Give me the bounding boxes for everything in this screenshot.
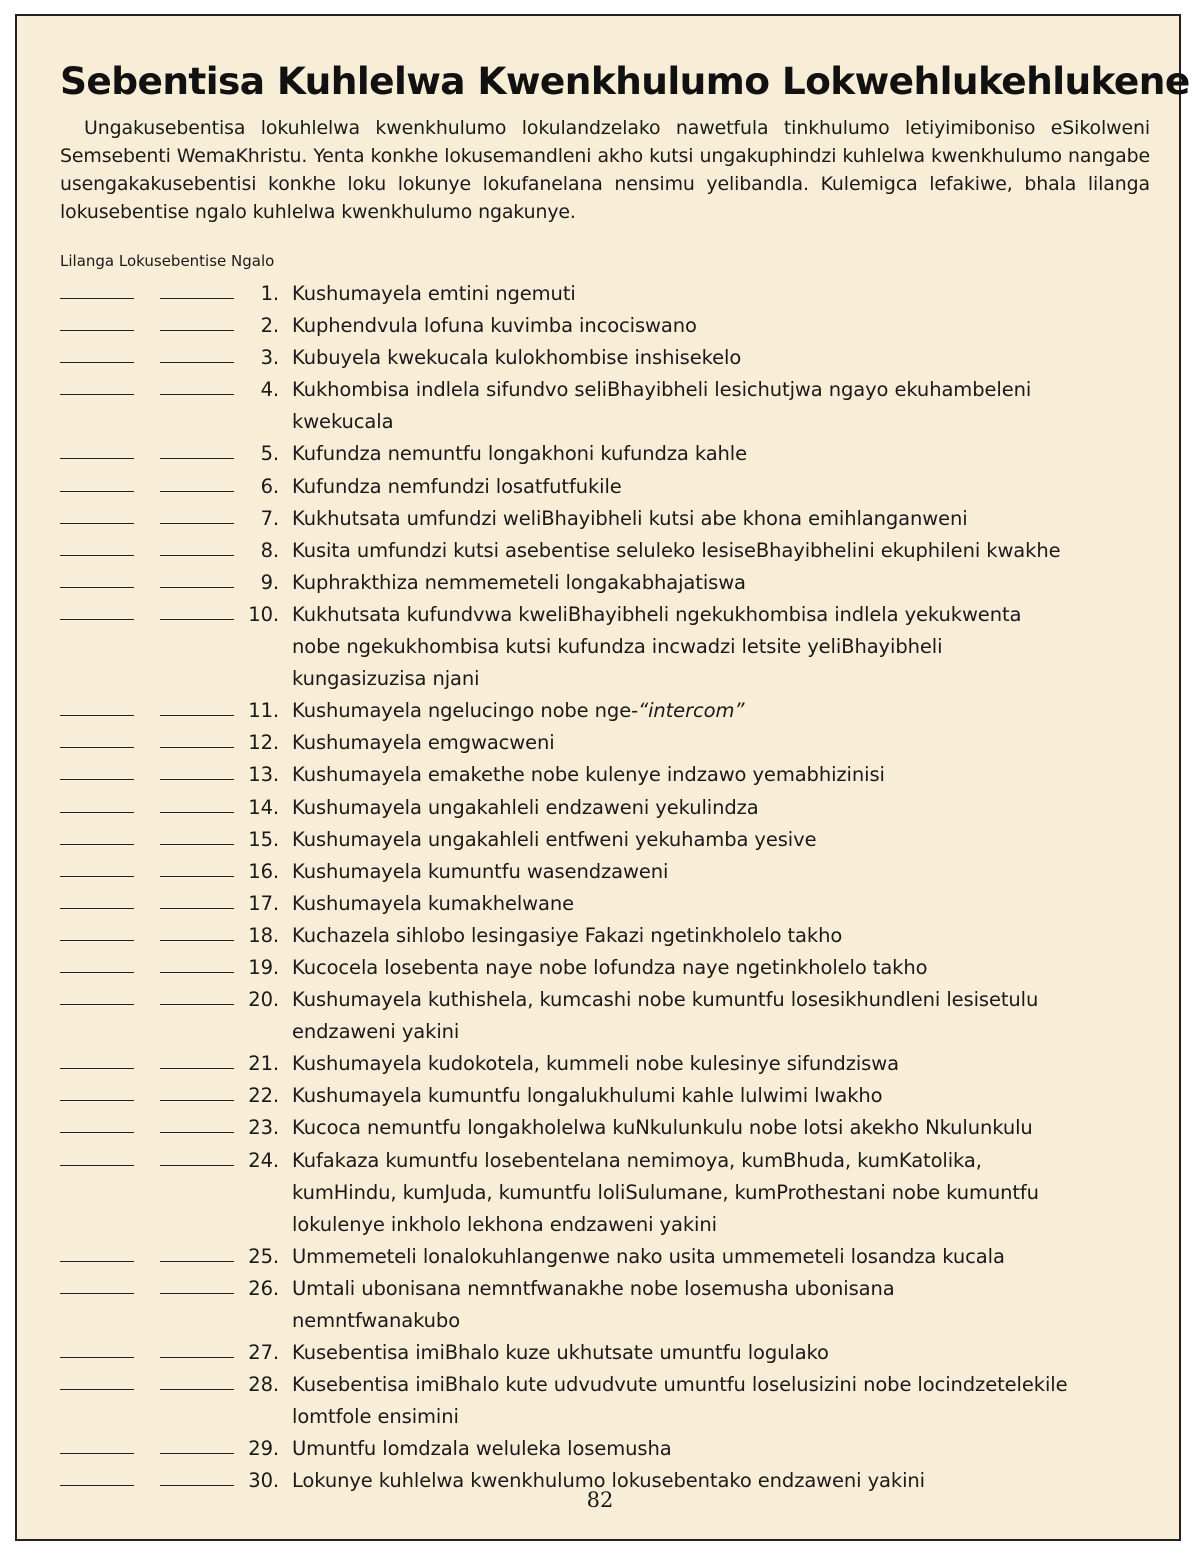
item-text: Kufundza nemuntfu longakhoni kufundza kahle [292, 442, 748, 466]
item-number: 12. [248, 731, 279, 755]
date-blank-1[interactable] [60, 922, 134, 941]
item-number: 29. [248, 1437, 279, 1461]
spacer [160, 408, 234, 426]
item-number: 1. [260, 282, 279, 305]
item-number: 17. [248, 891, 279, 915]
item-text: endzaweni yakini [292, 1020, 460, 1044]
item-text: Kufakaza kumuntfu losebentelana nemimoya, kumBhuda, kumKatolika, [292, 1148, 982, 1172]
spacer [160, 1211, 234, 1229]
date-blank-2[interactable] [160, 601, 234, 620]
list-item [60, 697, 1150, 726]
spacer [160, 633, 234, 651]
date-blank-2[interactable] [160, 922, 234, 941]
item-text: Kukhombisa indlela sifundvo seliBhayibheli lesichutjwa ngayo ekuhambeleni [292, 378, 1032, 402]
list-item [60, 376, 1150, 405]
list-item [60, 1339, 1150, 1368]
item-number: 10. [248, 602, 279, 626]
item-number: 11. [248, 699, 279, 723]
date-blank-1[interactable] [60, 1147, 134, 1166]
list-item-continuation [60, 1403, 1150, 1432]
date-blank-2[interactable] [160, 1467, 234, 1486]
item-text: nobe ngekukhombisa kutsi kufundza incwadzi letsite yeliBhayibheli [292, 635, 943, 659]
item-number: 16. [248, 859, 279, 883]
item-number: 24. [248, 1148, 279, 1172]
item-text: Kushumayela kuthishela, kumcashi nobe kumuntfu losesikhundleni lesisetulu [292, 988, 1039, 1012]
list-item [60, 1275, 1150, 1304]
date-blank-2[interactable] [160, 505, 234, 524]
date-blank-1[interactable] [60, 473, 134, 492]
list-item [60, 890, 1150, 919]
date-blank-2[interactable] [160, 1147, 234, 1166]
date-blank-1[interactable] [60, 697, 134, 716]
list-item [60, 505, 1150, 534]
item-number: 25. [248, 1244, 279, 1268]
spacer [60, 633, 134, 651]
list-item [60, 922, 1150, 951]
item-text: lokulenye inkholo lekhona endzaweni yakini [292, 1212, 717, 1236]
item-text: Kushumayela emakethe nobe kulenye indzawo yemabhizinisi [292, 763, 885, 787]
date-blank-1[interactable] [60, 858, 134, 877]
item-number: 28. [248, 1373, 279, 1397]
date-blank-2[interactable] [160, 986, 234, 1005]
date-blank-2[interactable] [160, 954, 234, 973]
spacer [160, 1307, 234, 1325]
date-blank-2[interactable] [160, 858, 234, 877]
item-number: 7. [260, 506, 279, 530]
list-item [60, 569, 1150, 598]
list-item [60, 761, 1150, 790]
date-blank-1[interactable] [60, 344, 134, 363]
list-item-continuation [60, 1307, 1150, 1336]
date-blank-1[interactable] [60, 1339, 134, 1358]
list-item [60, 1147, 1150, 1176]
item-text: nemntfwanakubo [292, 1309, 461, 1332]
list-item-continuation [60, 1211, 1150, 1240]
spacer [60, 1179, 134, 1197]
item-text: Kushumayela emgwacweni [292, 731, 555, 755]
spacer [160, 1179, 234, 1197]
list-item-continuation [60, 1018, 1150, 1047]
date-blank-1[interactable] [60, 1275, 134, 1294]
list-item [60, 794, 1150, 823]
spacer [160, 1018, 234, 1036]
item-number [234, 665, 292, 694]
intro-paragraph: Ungakusebentisa lokuhlelwa kwenkhulumo lokulandzelako nawetfula tinkhulumo letiyimiboniso eSikolweni Semsebenti WemaKhristu. Yenta konkhe lokusemandleni akho kutsi ungakuphindzi kuhlelwa kwenkhulumo nangabe usengakakusebentisi konkhe loku lokunye lokufanelana nensimu yelibandla. Kulemigca lefakiwe, bhala lilanga lokusebentise ngalo kuhlelwa kwenkhulumo ngakunye. [60, 117, 1150, 223]
date-blank-1[interactable] [60, 569, 134, 588]
item-number: 22. [248, 1084, 279, 1108]
item-number: 9. [260, 570, 279, 594]
item-number: 8. [260, 538, 279, 562]
date-blank-1[interactable] [60, 1082, 134, 1101]
item-number [234, 408, 292, 437]
presentation-list [60, 280, 1150, 1496]
date-blank-1[interactable] [60, 954, 134, 973]
list-item [60, 1435, 1150, 1464]
page-title: Sebentisa Kuhlelwa Kwenkhulumo Lokwehlukehlukene [60, 59, 1190, 103]
date-blank-2[interactable] [160, 312, 234, 331]
date-column-label: Lilanga Lokusebentise Ngalo [60, 252, 275, 270]
list-item-continuation [60, 408, 1150, 437]
list-item [60, 537, 1150, 566]
item-text: Kusebentisa imiBhalo kute udvudvute umuntfu loselusizini nobe locindzetelekile [292, 1373, 1068, 1397]
item-number: 23. [248, 1116, 279, 1140]
item-text: lomtfole ensimini [292, 1405, 459, 1429]
item-number: 20. [248, 988, 279, 1012]
item-text: Ummemeteli lonalokuhlangenwe nako usita ummemeteli losandza kucala [292, 1244, 1005, 1268]
item-text: Kuphendvula lofuna kuvimba incociswano [292, 314, 697, 338]
date-blank-1[interactable] [60, 1114, 134, 1133]
item-number [234, 633, 292, 662]
item-text: Kucocela losebenta naye nobe lofundza naye ngetinkholelo takho [292, 955, 928, 979]
list-item [60, 473, 1150, 502]
date-blank-1[interactable] [60, 440, 134, 459]
item-text: Kushumayela kumuntfu longalukhulumi kahle lulwimi lwakho [292, 1084, 883, 1108]
list-item-continuation [60, 633, 1150, 662]
item-text: Kubuyela kwekucala kulokhombise inshisekelo [292, 346, 742, 370]
list-item [60, 280, 1150, 309]
item-text: Kukhutsata umfundzi weliBhayibheli kutsi abe khona emihlanganweni [292, 506, 968, 530]
date-blank-2[interactable] [160, 280, 234, 299]
item-text: kumHindu, kumJuda, kumuntfu loliSulumane, kumProthestani nobe kumuntfu [292, 1180, 1039, 1204]
date-blank-2[interactable] [160, 890, 234, 909]
list-item-continuation [60, 1179, 1150, 1208]
date-blank-2[interactable] [160, 1371, 234, 1390]
date-blank-1[interactable] [60, 1243, 134, 1262]
italic-term: “intercom” [638, 699, 745, 723]
item-number: 27. [248, 1341, 279, 1365]
worksheet-content [60, 16, 1190, 1500]
date-blank-1[interactable] [60, 1467, 134, 1486]
list-item [60, 440, 1150, 469]
item-text: Kushumayela ngelucingo nobe nge-“intercom” [292, 699, 745, 723]
item-number: 21. [248, 1052, 279, 1076]
date-blank-1[interactable] [60, 505, 134, 524]
item-number: 19. [248, 955, 279, 979]
item-number: 3. [260, 346, 279, 370]
spacer [60, 1211, 134, 1229]
date-blank-1[interactable] [60, 601, 134, 620]
item-number: 30. [248, 1469, 279, 1493]
date-blank-1[interactable] [60, 312, 134, 331]
date-blank-1[interactable] [60, 729, 134, 748]
date-blank-1[interactable] [60, 794, 134, 813]
date-blank-1[interactable] [60, 761, 134, 780]
date-blank-2[interactable] [160, 1050, 234, 1069]
date-blank-2[interactable] [160, 826, 234, 845]
item-number: 4. [260, 378, 279, 402]
item-text: Kuphrakthiza nemmemeteli longakabhajatiswa [292, 570, 746, 594]
spacer [60, 665, 134, 683]
date-blank-1[interactable] [60, 986, 134, 1005]
date-blank-1[interactable] [60, 1435, 134, 1454]
list-item [60, 858, 1150, 887]
item-number: 14. [248, 795, 279, 819]
item-text: Kufundza nemfundzi losatfutfukile [292, 474, 622, 498]
item-text: Kuchazela sihlobo lesingasiye Fakazi ngetinkholelo takho [292, 923, 843, 947]
item-number: 26. [248, 1276, 279, 1300]
date-blank-2[interactable] [160, 1275, 234, 1294]
item-text: Kushumayela ungakahleli entfweni yekuhamba yesive [292, 827, 817, 851]
item-number [234, 1307, 292, 1336]
list-item [60, 1050, 1150, 1079]
item-number: 5. [260, 442, 279, 466]
date-blank-2[interactable] [160, 1339, 234, 1358]
list-item [60, 826, 1150, 855]
date-blank-2[interactable] [160, 344, 234, 363]
item-text: Kushumayela emtini ngemuti [292, 282, 576, 305]
date-blank-2[interactable] [160, 473, 234, 492]
item-number [234, 1403, 292, 1432]
item-text: kungasizuzisa njani [292, 667, 480, 691]
list-item [60, 986, 1150, 1015]
item-text: Umuntfu lomdzala weluleka losemusha [292, 1437, 672, 1461]
spacer [160, 1403, 234, 1421]
item-number: 18. [248, 923, 279, 947]
date-blank-1[interactable] [60, 826, 134, 845]
date-blank-1[interactable] [60, 280, 134, 299]
list-item [60, 312, 1150, 341]
date-blank-1[interactable] [60, 1371, 134, 1390]
item-text: Umtali ubonisana nemntfwanakhe nobe losemusha ubonisana [292, 1276, 895, 1300]
spacer [60, 1018, 134, 1036]
date-blank-1[interactable] [60, 890, 134, 909]
list-item [60, 1114, 1150, 1143]
date-blank-2[interactable] [160, 1114, 234, 1133]
item-text: Kushumayela kumuntfu wasendzaweni [292, 859, 669, 883]
item-text: Kushumayela kudokotela, kummeli nobe kulesinye sifundziswa [292, 1052, 899, 1076]
list-item [60, 601, 1150, 630]
list-item [60, 1371, 1150, 1400]
list-item [60, 1082, 1150, 1111]
date-blank-2[interactable] [160, 440, 234, 459]
date-blank-2[interactable] [160, 1435, 234, 1454]
item-number [234, 1211, 292, 1240]
spacer [60, 408, 134, 426]
date-blank-2[interactable] [160, 1082, 234, 1101]
item-text: kwekucala [292, 410, 394, 434]
date-blank-2[interactable] [160, 794, 234, 813]
date-blank-1[interactable] [60, 376, 134, 395]
list-item [60, 1243, 1150, 1272]
spacer [60, 1403, 134, 1421]
item-number: 13. [248, 763, 279, 787]
spacer [160, 665, 234, 683]
item-number: 6. [260, 474, 279, 498]
list-item [60, 954, 1150, 983]
item-text: Lokunye kuhlelwa kwenkhulumo lokusebentako endzaweni yakini [292, 1469, 925, 1493]
spacer [60, 1307, 134, 1325]
item-text: Kushumayela kumakhelwane [292, 891, 575, 915]
date-blank-2[interactable] [160, 761, 234, 780]
list-item [60, 729, 1150, 758]
item-number [234, 1018, 292, 1047]
date-blank-2[interactable] [160, 376, 234, 395]
item-number: 2. [260, 314, 279, 338]
item-number [234, 1179, 292, 1208]
worksheet-frame [15, 14, 1190, 1541]
date-blank-1[interactable] [60, 537, 134, 556]
date-blank-2[interactable] [160, 537, 234, 556]
item-text: Kushumayela ungakahleli endzaweni yekulindza [292, 795, 759, 819]
list-item [60, 344, 1150, 373]
item-text: Kucoca nemuntfu longakholelwa kuNkulunkulu nobe lotsi akekho Nkulunkulu [292, 1116, 1033, 1140]
list-item-continuation [60, 665, 1150, 694]
page-number: 82 [586, 1488, 614, 1512]
item-text: Kusita umfundzi kutsi asebentise seluleko lesiseBhayibhelini ekuphileni kwakhe [292, 538, 1061, 562]
date-blank-2[interactable] [160, 1243, 234, 1262]
item-number: 15. [248, 827, 279, 851]
item-text: Kukhutsata kufundvwa kweliBhayibheli ngekukhombisa indlela yekukwenta [292, 602, 1022, 626]
date-blank-2[interactable] [160, 569, 234, 588]
date-blank-1[interactable] [60, 1050, 134, 1069]
date-blank-2[interactable] [160, 697, 234, 716]
date-blank-2[interactable] [160, 729, 234, 748]
item-text: Kusebentisa imiBhalo kuze ukhutsate umuntfu logulako [292, 1341, 829, 1365]
